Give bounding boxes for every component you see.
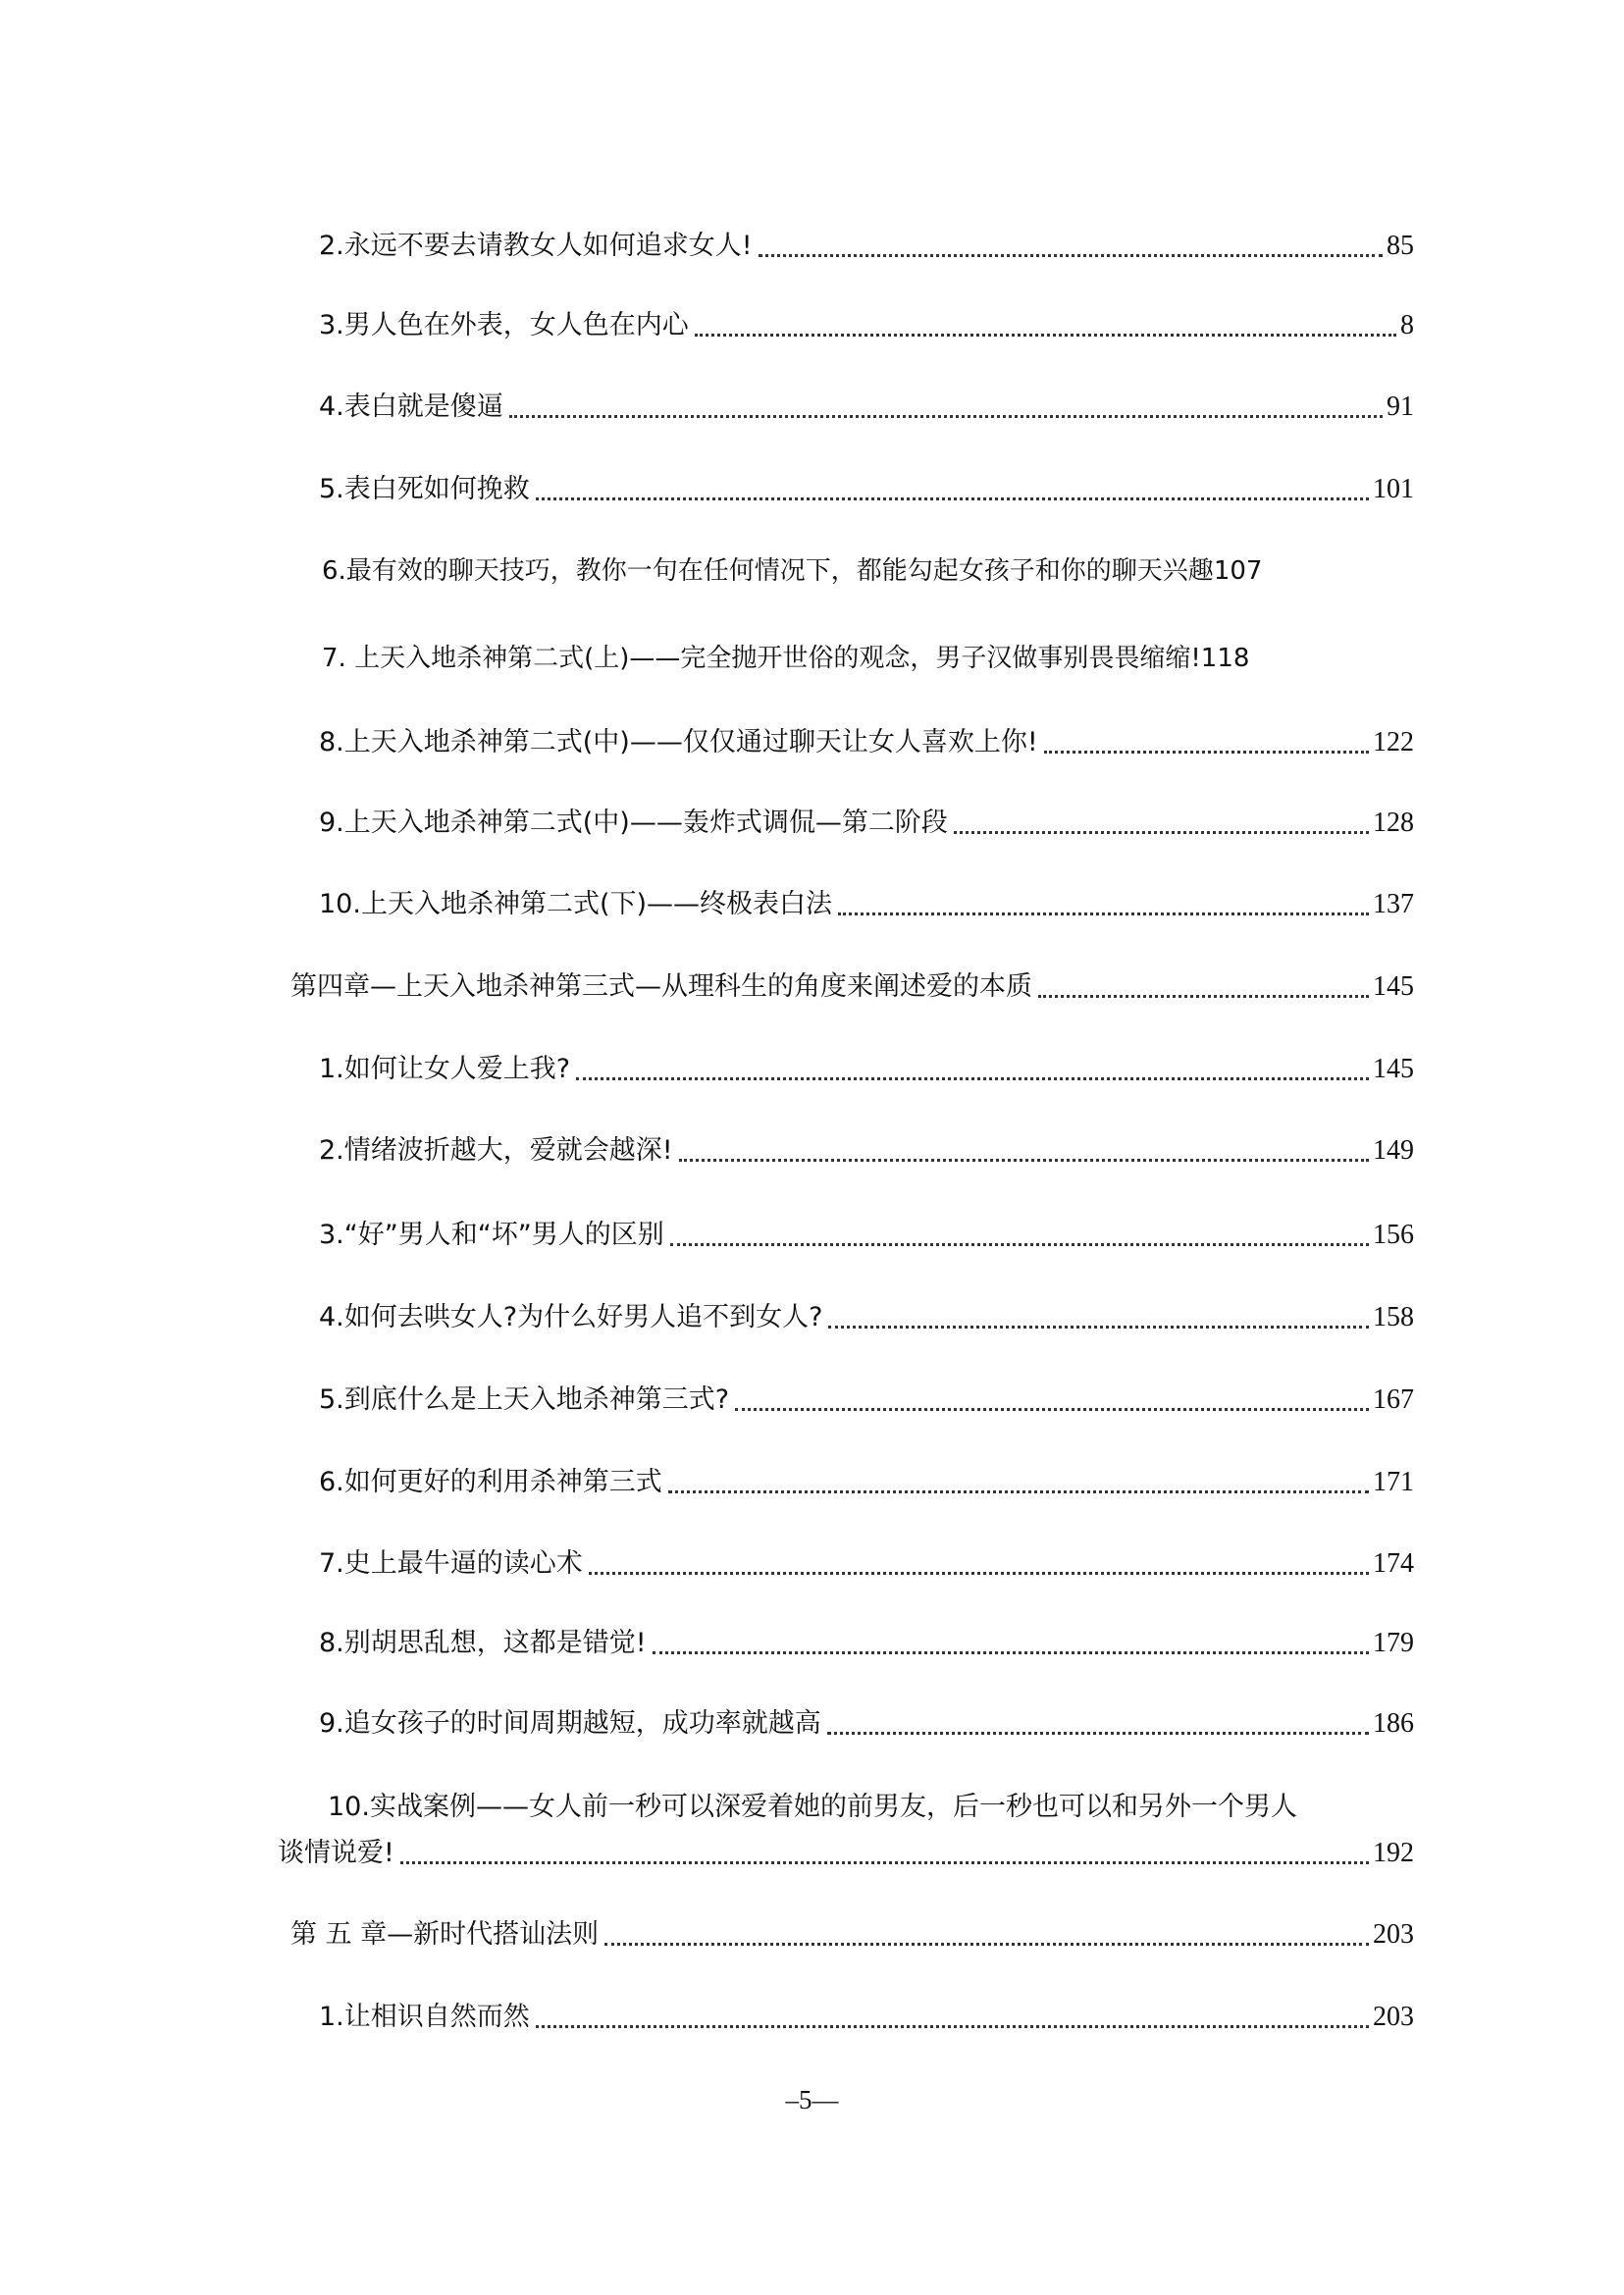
toc-title-cont: 谈情说爱!	[278, 1838, 394, 1868]
dot-leader	[759, 254, 1383, 257]
toc-page: 179	[1373, 1628, 1414, 1658]
toc-title: 9.上天入地杀神第二式(中)——轰炸式调侃—第二阶段	[319, 808, 948, 838]
toc-entry[interactable]	[319, 1998, 1414, 2037]
dot-leader	[1044, 751, 1369, 754]
toc-entry[interactable]	[319, 1463, 1414, 1502]
dot-leader	[536, 497, 1369, 500]
toc-page: 8	[1400, 310, 1414, 340]
toc-entry[interactable]	[319, 723, 1414, 762]
toc-entry[interactable]	[319, 306, 1414, 345]
toc-title: 8.上天入地杀神第二式(中)——仅仅通过聊天让女人喜欢上你!	[319, 727, 1038, 757]
dot-leader	[827, 1732, 1369, 1735]
toc-page: 118	[1200, 644, 1250, 673]
toc-title: 9.追女孩子的时间周期越短，成功率就越高	[319, 1708, 821, 1739]
toc-entry[interactable]	[319, 1704, 1414, 1744]
toc-title: 第 五 章—新时代搭讪法则	[290, 1919, 600, 1950]
toc-page: 137	[1373, 889, 1414, 919]
toc-entry[interactable]	[319, 885, 1414, 924]
toc-title: 1.让相识自然而然	[319, 2002, 530, 2032]
dot-leader	[1038, 995, 1369, 998]
toc-entry-line1[interactable]	[328, 1788, 1297, 1827]
toc-entry[interactable]	[319, 1544, 1414, 1584]
dot-leader	[604, 1943, 1369, 1946]
dot-leader	[589, 1572, 1369, 1575]
toc-entry[interactable]	[319, 1298, 1414, 1337]
dot-leader	[695, 334, 1396, 337]
toc-chapter[interactable]	[290, 967, 1414, 1007]
toc-page: 85	[1387, 231, 1414, 261]
page-number: –5—	[785, 2085, 839, 2114]
toc-title: 2.永远不要去请教女人如何追求女人!	[319, 231, 753, 261]
toc-entry[interactable]	[319, 804, 1414, 843]
toc-entry[interactable]	[322, 551, 1447, 591]
toc-page: 107	[1213, 556, 1263, 586]
toc-page: 101	[1373, 474, 1414, 504]
toc-title: 6.如何更好的利用杀神第三式	[319, 1467, 662, 1497]
toc-title: 3.男人色在外表，女人色在内心	[319, 310, 689, 340]
toc-entry[interactable]	[319, 470, 1414, 509]
toc-entry[interactable]	[319, 1131, 1414, 1171]
toc-page: 145	[1373, 971, 1414, 1002]
dot-leader	[954, 831, 1369, 834]
toc-title: 7.史上最牛逼的读心术	[319, 1548, 583, 1579]
toc-entry[interactable]	[319, 1624, 1414, 1663]
dot-leader	[828, 1326, 1369, 1329]
toc-title: 5.表白死如何挽救	[319, 474, 530, 504]
toc-page: 174	[1373, 1548, 1414, 1579]
toc-entry[interactable]	[319, 1216, 1414, 1255]
toc-entry[interactable]	[322, 639, 1457, 678]
dot-leader	[536, 2025, 1369, 2028]
toc-page: 91	[1387, 391, 1414, 422]
toc-title: 2.情绪波折越大，爱就会越深!	[319, 1135, 673, 1166]
toc-page: 156	[1373, 1220, 1414, 1250]
toc-page: 203	[1373, 2002, 1414, 2032]
toc-page: 203	[1373, 1919, 1414, 1950]
toc-page: 186	[1373, 1708, 1414, 1739]
toc-entry[interactable]	[278, 1834, 1414, 1873]
dot-leader	[653, 1651, 1369, 1654]
toc-entry[interactable]	[319, 388, 1414, 427]
dot-leader	[400, 1861, 1369, 1864]
toc-page: 145	[1373, 1054, 1414, 1084]
toc-page: 171	[1373, 1467, 1414, 1497]
dot-leader	[838, 913, 1369, 915]
toc-title: 7. 上天入地杀神第二式(上)——完全抛开世俗的观念，男子汉做事别畏畏缩缩!	[322, 644, 1201, 673]
toc-page: 122	[1373, 727, 1414, 757]
dot-leader	[670, 1243, 1369, 1246]
toc-title: 4.表白就是傻逼	[319, 391, 503, 422]
toc-page: 158	[1373, 1302, 1414, 1332]
toc-title: 10.实战案例——女人前一秒可以深爱着她的前男友，后一秒也可以和另外一个男人	[328, 1792, 1297, 1822]
toc-title: 3.“好”男人和“坏”男人的区别	[319, 1220, 664, 1250]
dot-leader	[735, 1408, 1369, 1411]
toc-entry[interactable]	[319, 227, 1414, 266]
toc-entry[interactable]	[319, 1381, 1414, 1420]
toc-page: 128	[1373, 808, 1414, 838]
toc-page: 167	[1373, 1384, 1414, 1415]
toc-title: 8.别胡思乱想，这都是错觉!	[319, 1628, 647, 1658]
toc-page: 192	[1373, 1838, 1414, 1868]
toc-title: 5.到底什么是上天入地杀神第三式?	[319, 1384, 730, 1415]
toc-page: 149	[1373, 1135, 1414, 1166]
toc-title: 10.上天入地杀神第二式(下)——终极表白法	[319, 889, 833, 919]
dot-leader	[576, 1077, 1369, 1080]
dot-leader	[679, 1159, 1369, 1162]
toc-entry[interactable]	[319, 1050, 1414, 1089]
toc-title: 6.最有效的聊天技巧，教你一句在任何情况下，都能勾起女孩子和你的聊天兴趣	[322, 556, 1214, 586]
dot-leader	[668, 1490, 1369, 1493]
toc-chapter[interactable]	[290, 1915, 1414, 1955]
toc-title: 1.如何让女人爱上我?	[319, 1054, 571, 1084]
dot-leader	[509, 415, 1383, 418]
toc-title: 第四章—上天入地杀神第三式—从理科生的角度来阐述爱的本质	[290, 971, 1032, 1002]
toc-title: 4.如何去哄女人?为什么好男人追不到女人?	[319, 1302, 823, 1332]
